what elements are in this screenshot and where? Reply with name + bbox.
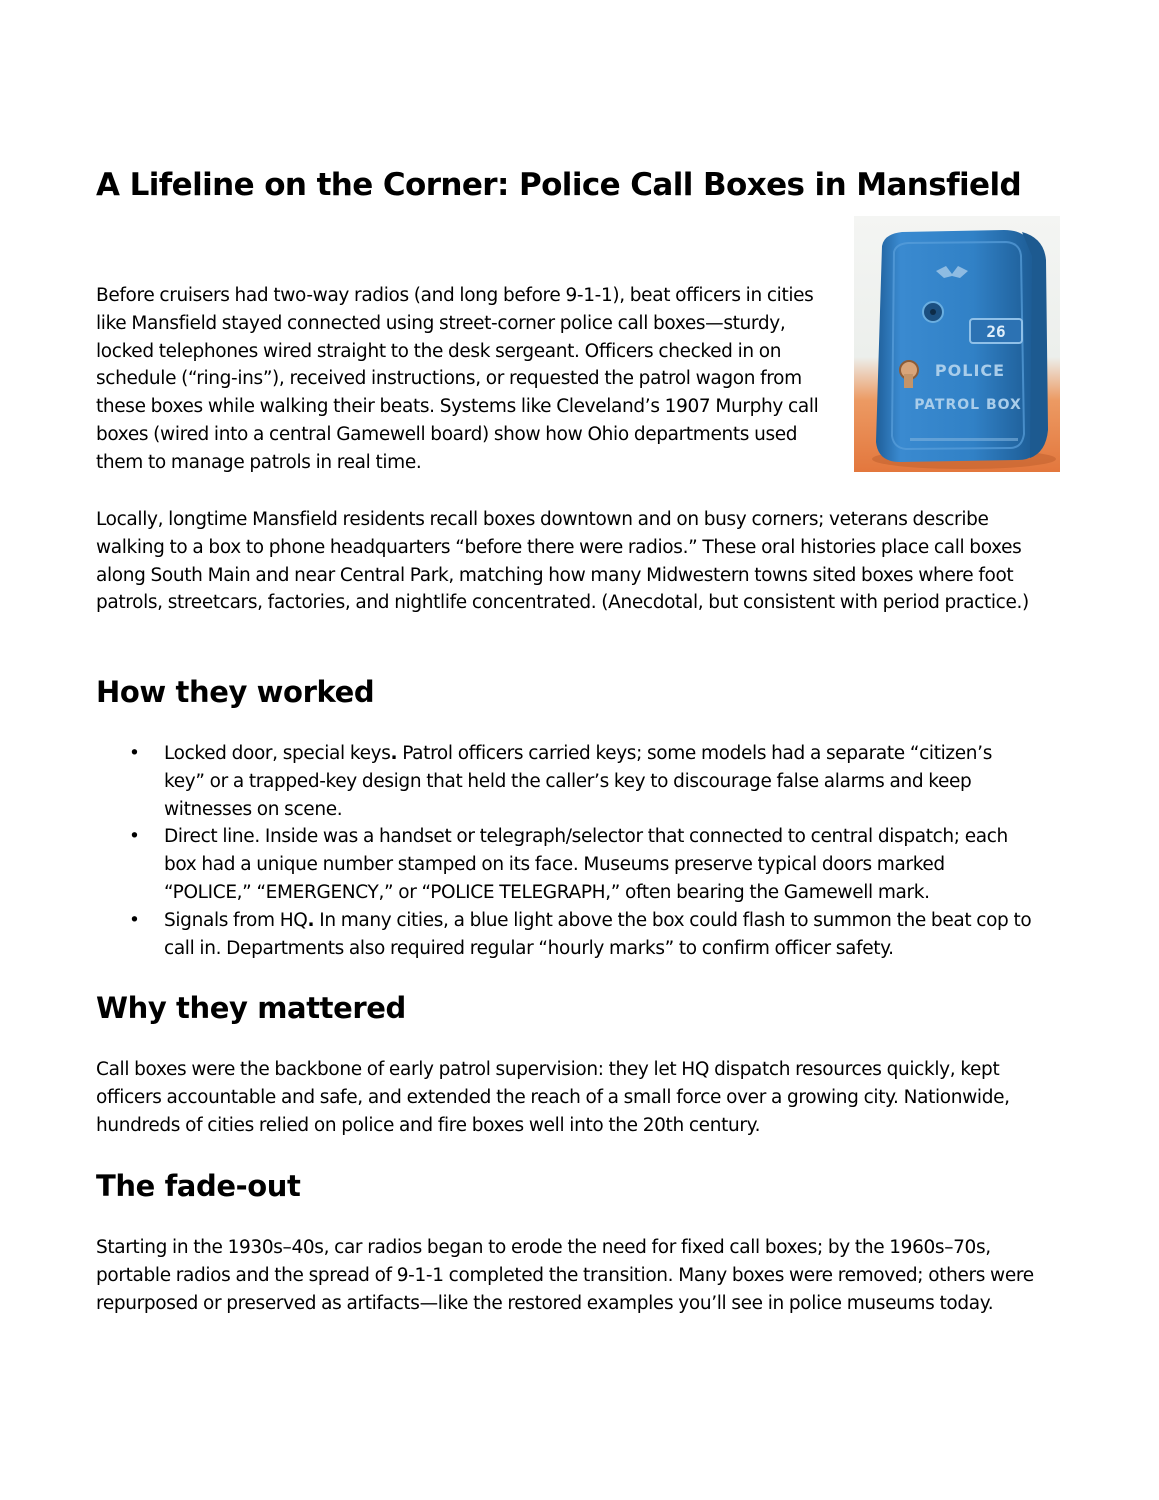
fade-out-paragraph: Starting in the 1930s–40s, car radios began to erode the need for fixed call boxes; by the 1960s–70s, portable radios and the spread of 9-1-1 completed the transition. Many boxes were removed; others were repurposed or preserved as artifacts—like the restored examples you’ll see in police museums today. xyxy=(96,1237,1034,1314)
article-title: A Lifeline on the Corner: Police Call Boxes in Mansfield xyxy=(96,167,1022,203)
why-they-mattered-heading: Why they mattered xyxy=(96,991,406,1025)
intro-paragraph: Before cruisers had two-way radios (and long before 9-1-1), beat officers in cities like Mansfield stayed connected using street-corner police call boxes—sturdy, locked telephones wired straight to the desk sergeant. Officers checked in on schedule (“ring-ins”), received instructions, or requested the patrol wagon from these boxes while walking their beats. Systems like Cleveland’s 1907 Murphy call boxes (wired into a central Gamewell board) show how Ohio departments used them to manage patrols in real time. xyxy=(96,285,819,473)
why-they-mattered-paragraph: Call boxes were the backbone of early patrol supervision: they let HQ dispatch resources quickly, kept officers accountable and safe, and extended the reach of a small force over a growing city. Nationwide, hundreds of cities relied on police and fire boxes well into the 20th century. xyxy=(96,1059,1010,1136)
list-item xyxy=(96,740,1036,823)
how-they-worked-heading: How they worked xyxy=(96,675,375,709)
list-item-lead: Locked door, special keys xyxy=(164,743,391,764)
list-item xyxy=(96,907,1036,963)
bullet-icon: • xyxy=(129,909,140,931)
list-item-text: Inside was a handset or telegraph/selector that connected to central dispatch; each box had a unique number stamped on its face. Museums preserve typical doors marked “POLICE,” “EMERGENCY,” or “POLICE TELEGRAPH,” often bearing the Gamewell mark. xyxy=(164,826,1008,903)
list-item xyxy=(96,823,1036,906)
list-item-lead: Signals from HQ xyxy=(164,909,308,931)
list-item-text: Patrol officers carried keys; some models had a separate “citizen’s key” or a trapped-key design that held the caller’s key to discourage false alarms and keep witnesses on scene. xyxy=(164,743,992,820)
list-item-text: In many cities, a blue light above the box could flash to summon the beat cop to call in. Departments also required regular “hourly marks” to confirm officer safety. xyxy=(164,909,1032,959)
box-label-patrol: PATROL BOX xyxy=(914,397,1022,413)
bullet-icon: • xyxy=(129,743,140,764)
list-item-lead: Direct line xyxy=(164,826,255,848)
local-history-paragraph: Locally, longtime Mansfield residents recall boxes downtown and on busy corners; veterans describe walking to a box to phone headquarters “before there were radios.” These oral histories place call boxes along South Main and near Central Park, matching how many Midwestern towns sited boxes where foot patrols, streetcars, factories, and nightlife concentrated. (Anecdotal, but consistent with period practice.) xyxy=(96,509,1029,614)
box-label-police: POLICE xyxy=(934,361,1006,380)
list-item-lead-punct: . xyxy=(390,743,398,764)
bullet-icon: • xyxy=(129,826,140,848)
fade-out-heading: The fade-out xyxy=(96,1169,301,1203)
box-number: 26 xyxy=(986,322,1006,341)
police-call-box-photo xyxy=(854,216,1060,472)
list-item-lead-punct: . xyxy=(254,826,260,848)
how-they-worked-list xyxy=(96,740,1036,962)
list-item-lead-punct: . xyxy=(307,909,315,931)
